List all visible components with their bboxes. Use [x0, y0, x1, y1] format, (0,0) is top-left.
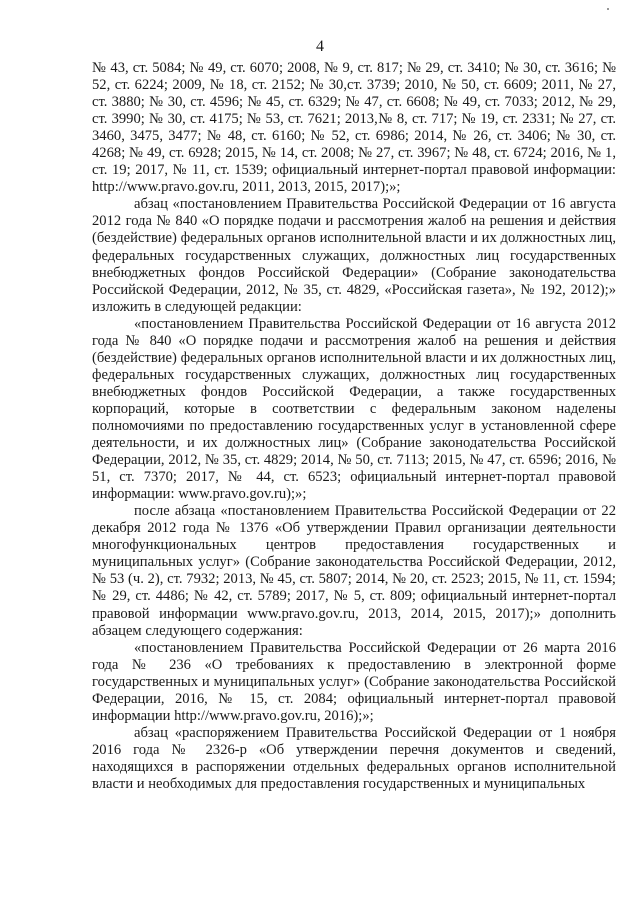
- paragraph-amendment-840-old: абзац «постановлением Правительства Российской Федерации от 16 августа 2012 года № 840 «О порядке подачи и рассмотрения жалоб на решения и действия (бездействие) федеральных органов исполнительной власти и их должностных лиц, федеральных государственных служащих, должностных лиц государственных внебюджетных фондов Российской Федерации» (Собрание законодательства Российской Федерации, 2012, № 35, ст. 4829, «Российская газета», № 192, 2012);» изложить в следующей редакции:: [92, 196, 616, 315]
- paragraph-order-2326: абзац «распоряжением Правительства Российской Федерации от 1 ноября 2016 года № 2326-р «Об утверждении перечня документов и сведений, находящихся в распоряжении отдельных федеральных органов исполнительной власти и необходимых для предоставления государственных и муниципальных: [92, 724, 616, 792]
- document-body: [92, 60, 616, 793]
- paragraph-new-236: «постановлением Правительства Российской Федерации от 26 марта 2016 года № 236 «О требованиях к предоставлению в электронной форме государственных и муниципальных услуг» (Собрание законодательства Российской Федерации, 2016, № 15, ст. 2084; официальный интернет-портал правовой информации http://www.pravo.gov.ru, 2016);»;: [92, 639, 616, 724]
- paragraph-citation-continuation: № 43, ст. 5084; № 49, ст. 6070; 2008, № 9, ст. 817; № 29, ст. 3410; № 30, ст. 3616; № 52, ст. 6224; 2009, № 18, ст. 2152; № 30,ст. 3739; 2010, № 50, ст. 6609; 2011, № 27, ст. 3880; № 30, ст. 4596; № 45, ст. 6329; № 47, ст. 6608; № 49, ст. 7033; 2012, № 29, ст. 3990; № 30, ст. 4175; № 53, ст. 7621; 2013,№ 8, ст. 717; № 19, ст. 2331; № 27, ст. 3460, 3475, 3477; № 48, ст. 6160; № 52, ст. 6986; 2014, № 26, ст. 3406; № 30, ст. 4268; № 49, ст. 6928; 2015, № 14, ст. 2008; № 27, ст. 3967; № 48, ст. 6724; 2016, № 1, ст. 19; 2017, № 11, ст. 1539; официальный интернет-портал правовой информации: http://www.pravo.gov.ru, 2011, 2013, 2015, 2017);»;: [92, 60, 616, 196]
- paragraph-amendment-840-new: «постановлением Правительства Российской Федерации от 16 августа 2012 года № 840 «О порядке подачи и рассмотрения жалоб на решения и действия (бездействие) федеральных органов исполнительной власти и их должностных лиц, федеральных государственных служащих, должностных лиц государственных внебюджетных фондов Российской Федерации, а также государственных корпораций, которые в соответствии с федеральным законом наделены полномочиями по предоставлению государственных услуг в установленной сфере деятельности, и их должностных лиц» (Собрание законодательства Российской Федерации, 2012, № 35, ст. 4829; 2014, № 50, ст. 7113; 2015, № 47, ст. 6596; 2016, № 51, ст. 7370; 2017, № 44, ст. 6523; официальный интернет-портал правовой информации: www.pravo.gov.ru);»;: [92, 315, 616, 503]
- paragraph-after-1376: после абзаца «постановлением Правительства Российской Федерации от 22 декабря 2012 года № 1376 «Об утверждении Правил организации деятельности многофункциональных центров предоставления государственных и муниципальных услуг» (Собрание законодательства Российской Федерации, 2012, № 53 (ч. 2), ст. 7932; 2013, № 45, ст. 5807; 2014, № 20, ст. 2523; 2015, № 11, ст. 1594; № 29, ст. 4486; № 42, ст. 5789; 2017, № 5, ст. 809; официальный интернет-портал правовой информации www.pravo.gov.ru, 2013, 2014, 2015, 2017);» дополнить абзацем следующего содержания:: [92, 503, 616, 639]
- page-number: 4: [316, 38, 324, 55]
- scan-speck: [607, 8, 609, 10]
